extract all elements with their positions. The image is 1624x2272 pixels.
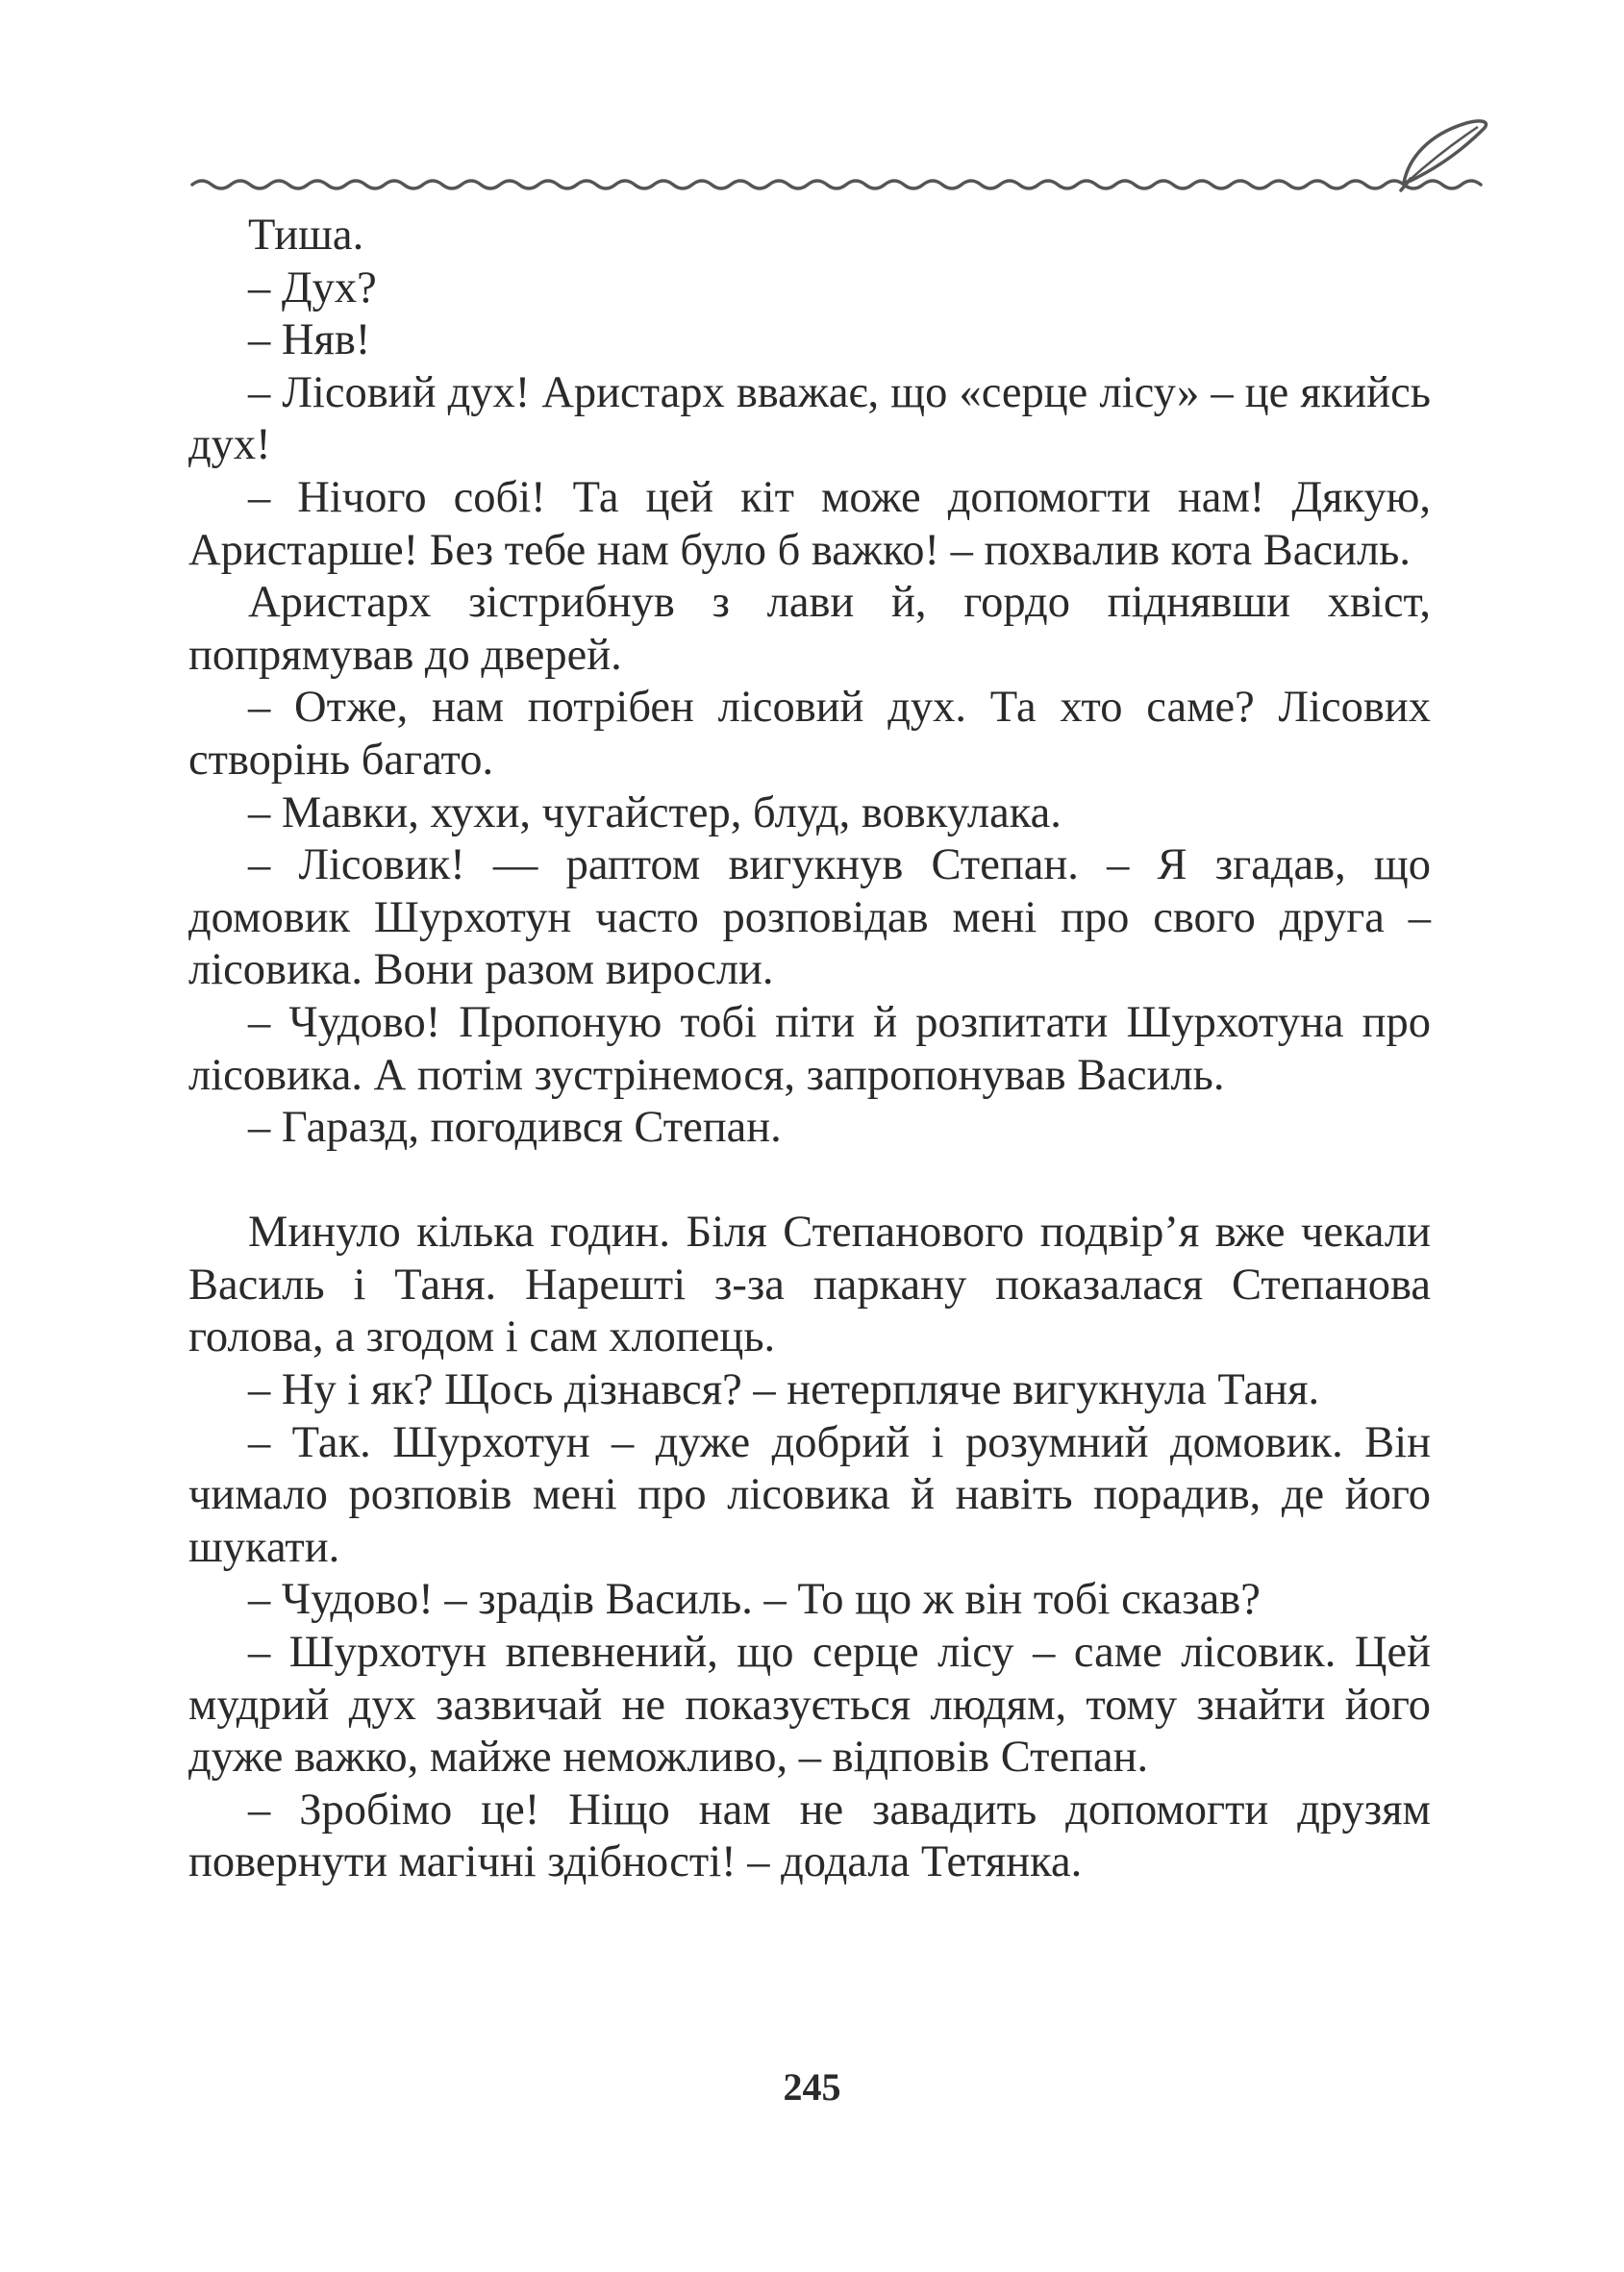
paragraph: Тиша. — [248, 211, 364, 260]
paragraph: – Так. Шурхотун – дуже добрий і розумний домовик. Він чимало розповів мені про лісовика й навіть порадив, де його шукати. — [188, 1417, 1431, 1572]
paragraph: – Чудово! – зрадів Василь. – То що ж він тобі сказав? — [248, 1575, 1261, 1625]
paragraph: – Нічого собі! Та цей кіт може допомогти нам! Дякую, Аристарше! Без тебе нам було б важко! – похвалив кота Василь. — [188, 472, 1431, 575]
paragraph: – Лісовик! — раптом вигукнув Степан. – Я згадав, що домовик Шурхотун часто розповідав мені про свого друга – лісовика. Вони разом виросли. — [188, 840, 1431, 995]
body-text — [188, 210, 1431, 1889]
page-number: 245 — [783, 2065, 841, 2109]
wavy-line-icon — [192, 181, 1481, 188]
paragraph: – Отже, нам потрібен лісовий дух. Та хто саме? Лісових створінь багато. — [188, 683, 1431, 785]
paragraph: – Дух? — [248, 262, 377, 312]
paragraph: Аристарх зістрибнув з лави й, гордо піднявши хвіст, попрямував до дверей. — [188, 578, 1431, 680]
header-ornament — [187, 115, 1490, 202]
paragraph: – Лісовий дух! Аристарх вважає, що «серце лісу» – це якийсь дух! — [188, 367, 1431, 470]
paragraph: Минуло кілька годин. Біля Степанового подвір’я вже чекали Василь і Таня. Нарешті з-за паркану показалася Степанова голова, а згодом і сам хлопець. — [188, 1208, 1431, 1362]
paragraph: – Зробімо це! Ніщо нам не завадить допомогти друзям повернути магічні здібності! – додала Тетянка. — [188, 1785, 1431, 1887]
paragraph: – Шурхотун впевнений, що серце лісу – саме лісовик. Цей мудрий дух зазвичай не показується людям, тому знайти його дуже важко, майже неможливо, – відповів Степан. — [188, 1628, 1431, 1783]
paragraph: – Гаразд, погодився Степан. — [248, 1103, 782, 1153]
paragraph: – Няв! — [248, 315, 371, 365]
paragraph: – Мавки, хухи, чугайстер, блуд, вовкулака. — [248, 787, 1062, 837]
paragraph: – Чудово! Пропоную тобі піти й розпитати Шурхотуна про лісовика. А потім зустрінемося, запропонував Василь. — [188, 997, 1431, 1100]
paragraph: – Ну і як? Щось дізнався? – нетерпляче вигукнула Таня. — [248, 1365, 1320, 1415]
